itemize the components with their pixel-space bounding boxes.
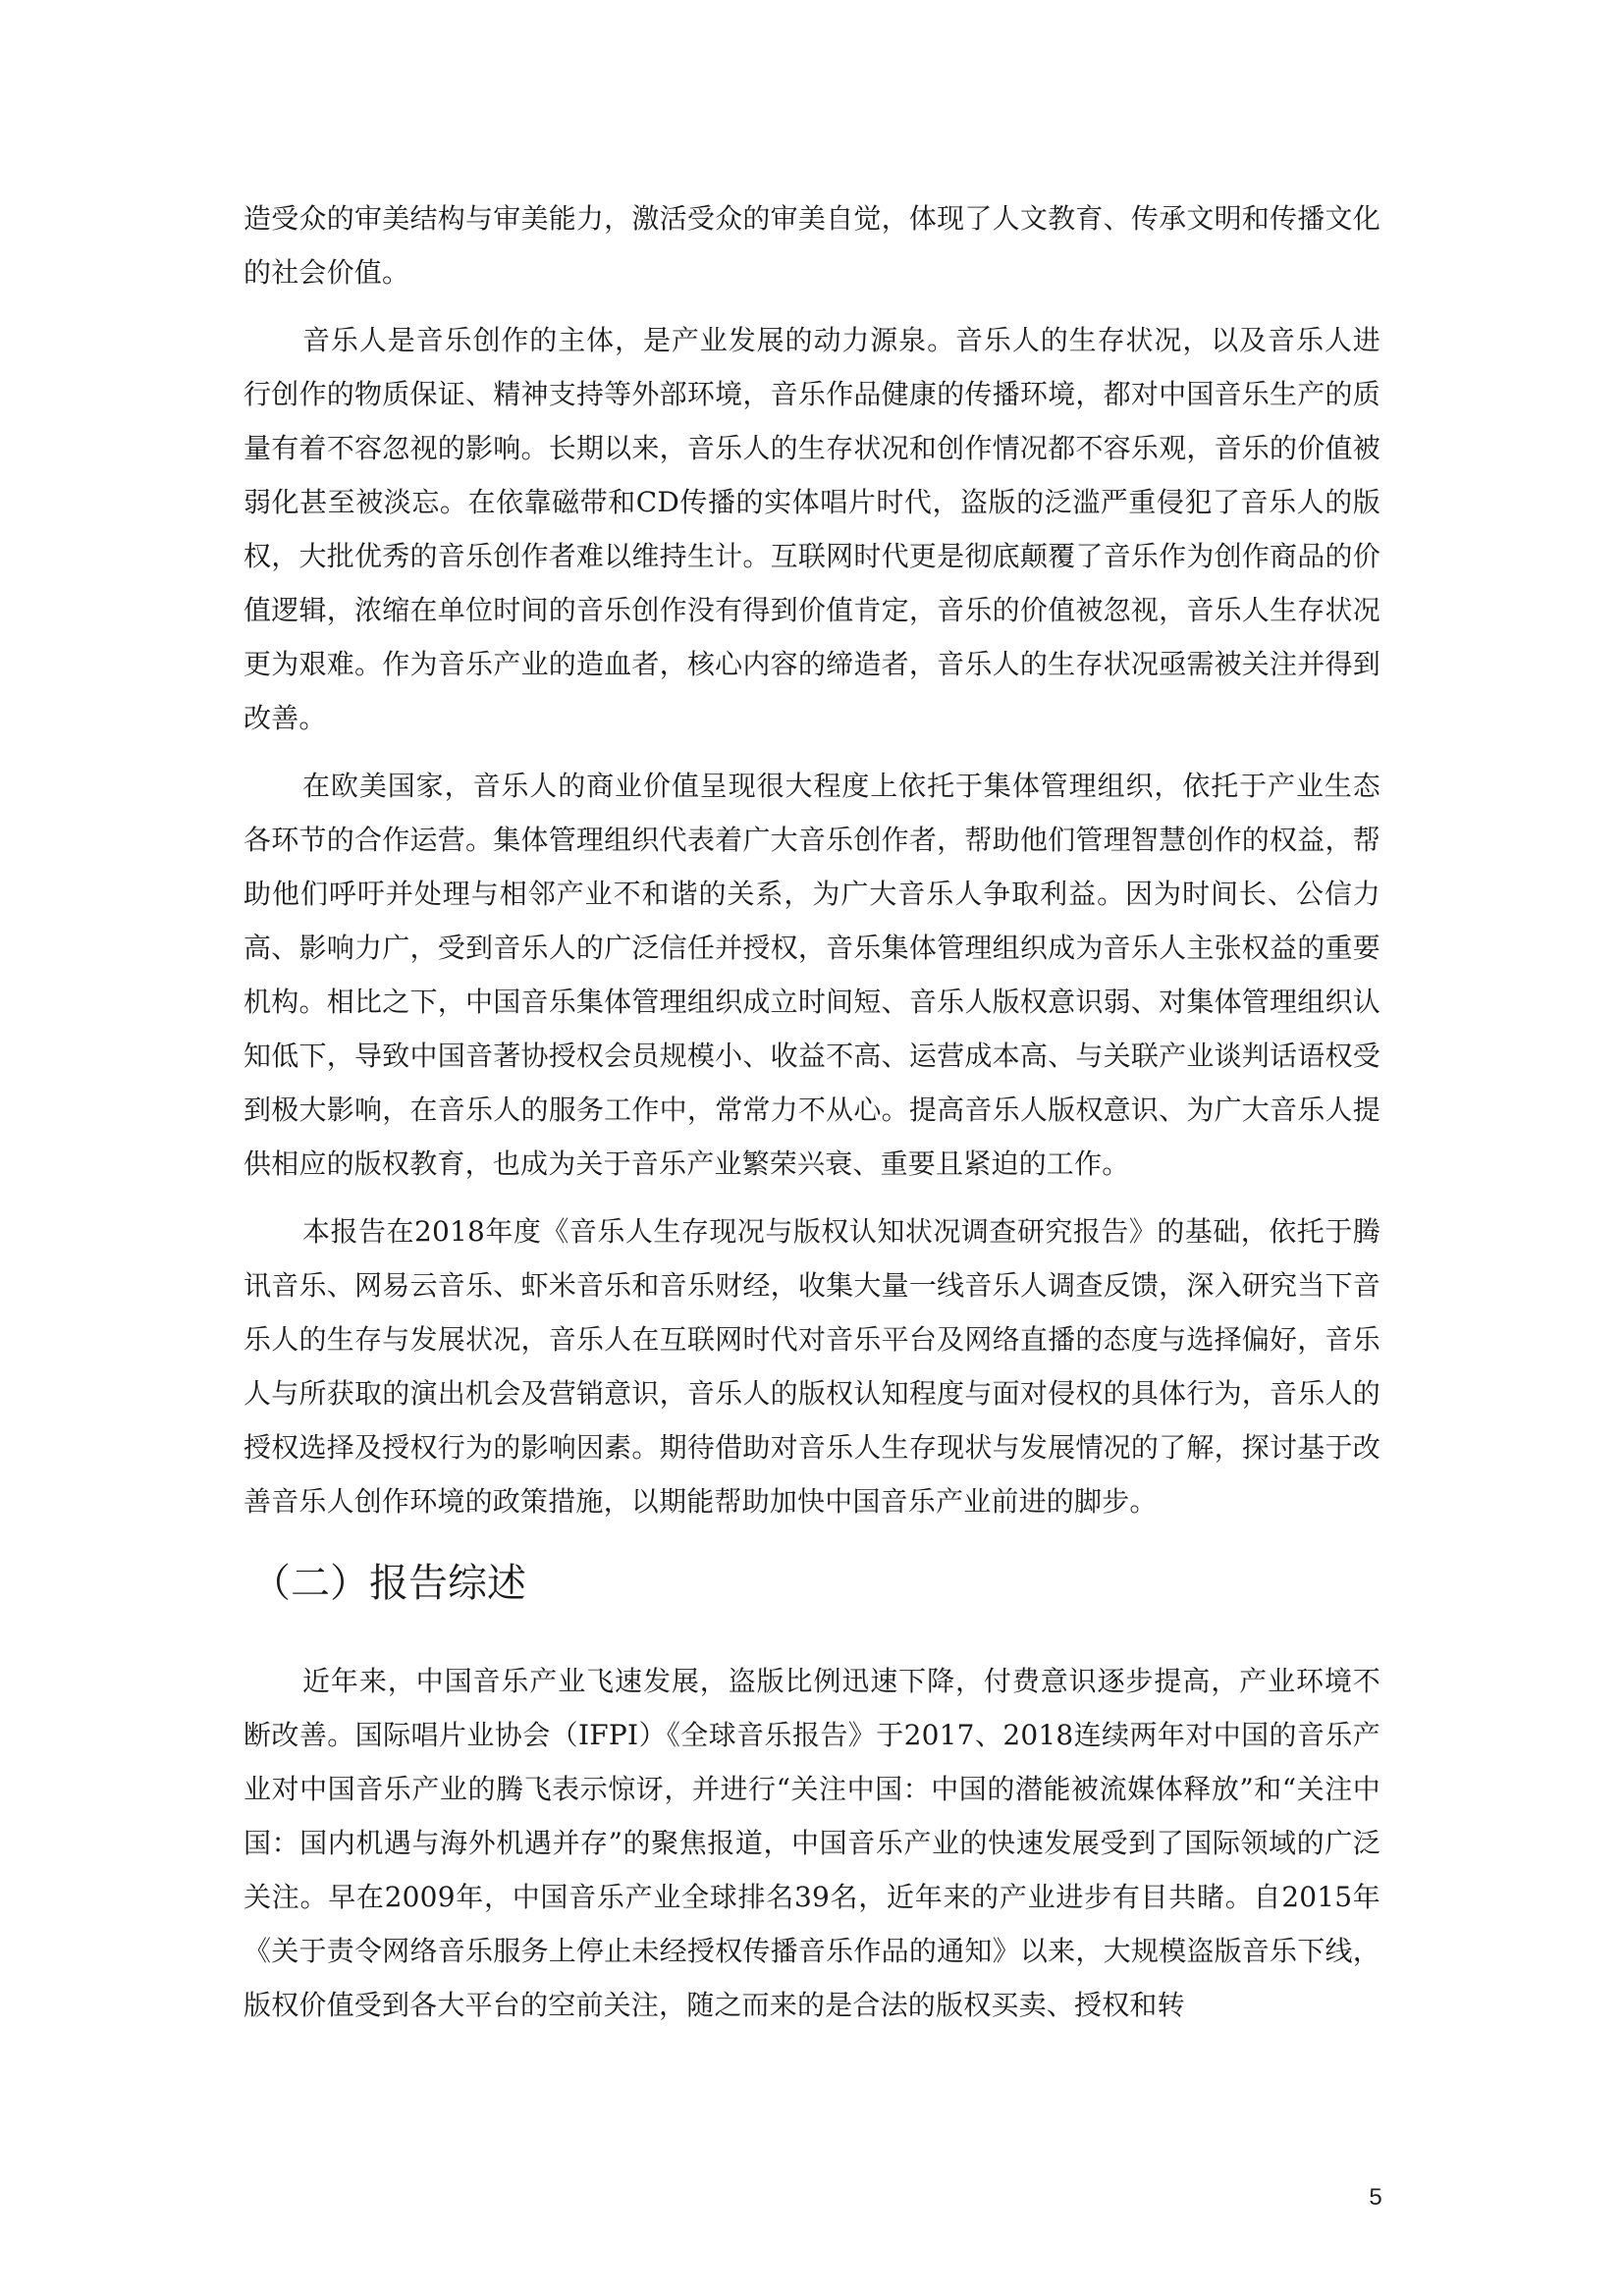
paragraph-collective-management: 在欧美国家，音乐人的商业价值呈现很大程度上依托于集体管理组织，依托于产业生态各环节的合作运营。集体管理组织代表着广大音乐创作者，帮助他们管理智慧创作的权益，帮助他们呼吁并处理与相邻产业不和谐的关系，为广大音乐人争取利益。因为时间长、公信力高、影响力广，受到音乐人的广泛信任并授权，音乐集体管理组织成为音乐人主张权益的重要机构。相比之下，中国音乐集体管理组织成立时间短、音乐人版权意识弱、对集体管理组织认知低下，导致中国音著协授权会员规模小、收益不高、运营成本高、与关联产业谈判话语权受到极大影响，在音乐人的服务工作中，常常力不从心。提高音乐人版权意识、为广大音乐人提供相应的版权教育，也成为关于音乐产业繁荣兴衰、重要且紧迫的工作。	[243, 770, 1380, 1180]
section-heading: （二）报告综述	[251, 1561, 526, 1606]
paragraph-musicians-role: 音乐人是音乐创作的主体，是产业发展的动力源泉。音乐人的生存状况，以及音乐人进行创作的物质保证、精神支持等外部环境，音乐作品健康的传播环境，都对中国音乐生产的质量有着不容忽视的影响。长期以来，音乐人的生存状况和创作情况都不容乐观，音乐的价值被弱化甚至被淡忘。在依靠磁带和CD传播的实体唱片时代，盗版的泛滥严重侵犯了音乐人的版权，大批优秀的音乐创作者难以维持生计。互联网时代更是彻底颠覆了音乐作为创作商品的价值逻辑，浓缩在单位时间的音乐创作没有得到价值肯定，音乐的价值被忽视，音乐人生存状况更为艰难。作为音乐产业的造血者，核心内容的缔造者，音乐人的生存状况亟需被关注并得到改善。	[243, 324, 1380, 734]
section-spacer	[243, 1528, 1380, 1554]
paragraph-report-basis: 本报告在2018年度《音乐人生存现况与版权认知状况调查研究报告》的基础，依托于腾讯音乐、网易云音乐、虾米音乐和音乐财经，收集大量一线音乐人调查反馈，深入研究当下音乐人的生存与发展状况，音乐人在互联网时代对音乐平台及网络直播的态度与选择偏好，音乐人与所获取的演出机会及营销意识，音乐人的版权认知程度与面对侵权的具体行为，音乐人的授权选择及授权行为的影响因素。期待借助对音乐人生存现状与发展情况的了解，探讨基于改善音乐人创作环境的政策措施，以期能帮助加快中国音乐产业前进的脚步。	[243, 1215, 1380, 1518]
body-text-column	[243, 191, 1380, 2032]
section-spacer	[243, 1613, 1380, 1654]
paragraph-spacer	[243, 299, 1380, 313]
paragraph-spacer	[243, 745, 1380, 759]
paragraph-industry-overview: 近年来，中国音乐产业飞速发展，盗版比例迅速下降，付费意识逐步提高，产业环境不断改善。国际唱片业协会（IFPI）《全球音乐报告》于2017、2018连续两年对中国的音乐产业对中国音乐产业的腾飞表示惊讶，并进行“关注中国：中国的潜能被流媒体释放”和“关注中国：国内机遇与海外机遇并存”的聚焦报道，中国音乐产业的快速发展受到了国际领域的广泛关注。早在2009年，中国音乐产业全球排名39名，近年来的产业进步有目共睹。自2015年《关于责令网络音乐服务上停止未经授权传播音乐作品的通知》以来，大规模盗版音乐下线，版权价值受到各大平台的空前关注，随之而来的是合法的版权买卖、授权和转	[243, 1665, 1380, 2021]
paragraph-spacer	[243, 1191, 1380, 1204]
page-number: 5	[1369, 2184, 1382, 2211]
paragraph-continuation: 造受众的审美结构与审美能力，激活受众的审美自觉，体现了人文教育、传承文明和传播文化的社会价值。	[243, 202, 1380, 289]
